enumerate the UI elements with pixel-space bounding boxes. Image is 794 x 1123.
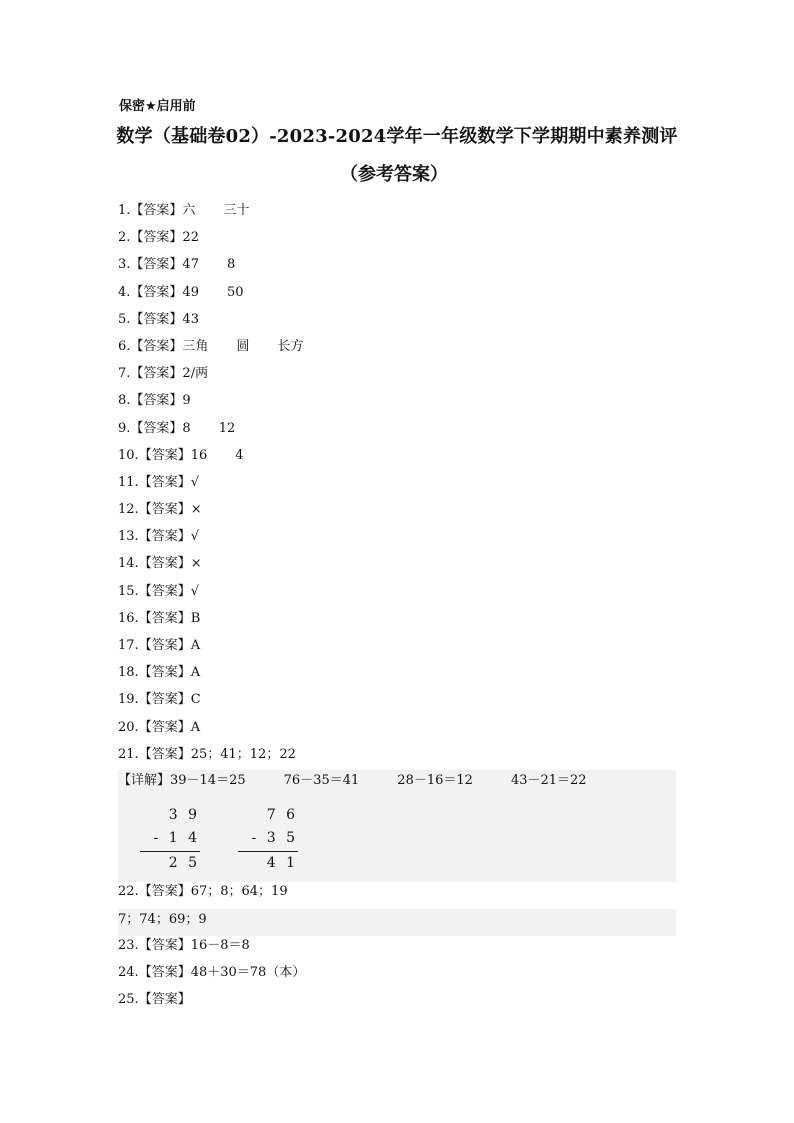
vertical-calculation xyxy=(238,804,298,875)
answer-label: 【答案】 xyxy=(130,338,183,354)
answer-value: 8 xyxy=(182,420,191,436)
answer-row xyxy=(118,686,678,713)
answer-label: 【答案】 xyxy=(130,366,183,382)
answer-label: 【答案】 xyxy=(138,719,191,735)
answer-value: 16 xyxy=(190,447,208,463)
question-number: 1. xyxy=(118,203,131,218)
question-number: 13. xyxy=(118,529,139,545)
answer-label: 【答案】 xyxy=(138,583,191,599)
vertical-calculation xyxy=(140,804,200,875)
answer-value: 47 xyxy=(182,257,199,273)
answer-row xyxy=(118,578,678,605)
answer-label: 【答案】 xyxy=(138,665,191,681)
detail-equation: 28－16＝12 xyxy=(397,773,473,788)
answer-value: 22 xyxy=(182,230,199,246)
answer-row xyxy=(118,197,678,224)
question-number: 22. xyxy=(118,884,139,899)
question-number: 24. xyxy=(118,965,139,980)
answer-value: A xyxy=(190,638,201,653)
answer-value: A xyxy=(190,719,201,735)
answer-row xyxy=(118,741,678,768)
answer-value: 67；8；64；19 xyxy=(190,884,288,899)
answer-label: 【答案】 xyxy=(138,746,191,762)
question-number: 8. xyxy=(118,393,131,409)
answer-row xyxy=(118,523,678,550)
answer-value: × xyxy=(190,502,202,518)
answer-row xyxy=(118,279,678,306)
answer-value: 7；74；69；9 xyxy=(118,912,207,927)
answer-row xyxy=(118,932,250,959)
answer-label: 【答案】 xyxy=(138,447,191,463)
answer-label: 【答案】 xyxy=(130,257,183,273)
confidential-note: 保密★启用前 xyxy=(119,99,196,114)
answer-label: 【答案】 xyxy=(138,884,191,899)
question-number: 6. xyxy=(118,338,131,354)
answer-row xyxy=(118,306,678,333)
detail-equation: 76－35＝41 xyxy=(283,773,360,788)
detail-equation: 43－21＝22 xyxy=(510,773,587,788)
question-number: 14. xyxy=(118,556,139,572)
answer-value: B xyxy=(190,610,201,626)
answer-value: 49 xyxy=(182,284,199,300)
question-number: 5. xyxy=(118,311,131,327)
answer-row xyxy=(118,986,191,1013)
answer-value: 三十 xyxy=(223,203,250,218)
question-number: 15. xyxy=(118,583,139,599)
answer-label: 【答案】 xyxy=(130,230,183,246)
vertical-bottom: - 3 5 xyxy=(251,830,298,846)
answer-value: A xyxy=(190,665,201,681)
answer-value: 8 xyxy=(226,257,236,273)
page-title: 数学（基础卷02）-2023-2024学年一年级数学下学期期中素养测评 xyxy=(116,126,678,147)
answer-row xyxy=(118,333,678,360)
answer-label: 【答案】 xyxy=(138,474,191,490)
answer-row xyxy=(118,387,678,414)
question-number: 25. xyxy=(118,992,139,1007)
answer-value: C xyxy=(190,692,201,708)
answer-value: 圆 xyxy=(236,338,250,354)
answer-value: √ xyxy=(190,474,199,490)
answer-row xyxy=(118,632,678,659)
answer-row xyxy=(118,659,678,686)
vertical-result: 4 1 xyxy=(238,851,298,875)
answer-label: 【答案】 xyxy=(138,638,191,653)
answer-value: 三角 xyxy=(182,338,209,354)
question-number: 10. xyxy=(118,447,139,463)
question-number: 4. xyxy=(118,284,131,300)
answer-row xyxy=(118,496,678,523)
question-number: 20. xyxy=(118,719,139,735)
answer-label: 【答案】 xyxy=(138,502,191,518)
answer-label: 【答案】 xyxy=(138,992,191,1007)
answer-row xyxy=(118,878,288,905)
answer-extra-row xyxy=(118,906,207,933)
answer-value: 4 xyxy=(235,447,244,463)
answer-value: √ xyxy=(190,583,199,599)
answer-row xyxy=(118,959,305,986)
detail-equations xyxy=(118,770,625,792)
question-number: 21. xyxy=(118,746,139,762)
answer-value: 25；41；12；22 xyxy=(190,746,296,762)
detail-label: 【详解】 xyxy=(118,773,171,788)
question-number: 9. xyxy=(118,420,131,436)
answer-row xyxy=(118,224,678,251)
question-number: 12. xyxy=(118,502,139,518)
answer-value: 2/两 xyxy=(182,366,209,382)
answer-label: 【答案】 xyxy=(138,556,191,572)
detail-section xyxy=(118,770,676,882)
detail-equation: 39－14＝25 xyxy=(170,773,246,788)
answer-label: 【答案】 xyxy=(138,692,191,708)
answer-value: √ xyxy=(190,529,199,545)
question-number: 11. xyxy=(118,474,139,490)
answer-row xyxy=(118,251,678,278)
answer-label: 【答案】 xyxy=(138,965,191,980)
answer-label: 【答案】 xyxy=(138,610,191,626)
question-number: 3. xyxy=(118,257,131,273)
answer-value: 48＋30＝78（本） xyxy=(190,965,306,980)
vertical-top: 7 6 xyxy=(266,807,298,823)
answer-row xyxy=(118,469,678,496)
answer-row xyxy=(118,714,678,741)
answer-label: 【答案】 xyxy=(130,311,183,327)
question-number: 17. xyxy=(118,638,139,653)
answer-row xyxy=(118,415,678,442)
answer-value: 9 xyxy=(182,393,191,409)
answer-list xyxy=(118,197,678,768)
answer-label: 【答案】 xyxy=(130,284,183,300)
question-number: 23. xyxy=(118,938,139,953)
page-subtitle: （参考答案） xyxy=(340,164,448,185)
answer-value: 43 xyxy=(182,311,199,327)
answer-row xyxy=(118,605,678,632)
vertical-top: 3 9 xyxy=(168,807,200,823)
vertical-bottom: - 1 4 xyxy=(153,830,200,846)
answer-label: 【答案】 xyxy=(130,393,183,409)
question-number: 2. xyxy=(118,230,131,246)
answer-label: 【答案】 xyxy=(130,420,183,436)
answer-value: 12 xyxy=(218,420,236,436)
question-number: 19. xyxy=(118,692,139,708)
answer-value: × xyxy=(190,556,202,572)
answer-row xyxy=(118,442,678,469)
answer-value: 50 xyxy=(226,284,244,300)
answer-value: 16－8＝8 xyxy=(190,938,250,953)
answer-row xyxy=(118,360,678,387)
answer-label: 【答案】 xyxy=(138,529,191,545)
question-number: 16. xyxy=(118,610,139,626)
question-number: 18. xyxy=(118,665,139,681)
question-number: 7. xyxy=(118,366,131,382)
answer-label: 【答案】 xyxy=(130,203,183,218)
answer-row xyxy=(118,550,678,577)
vertical-result: 2 5 xyxy=(140,851,200,875)
answer-label: 【答案】 xyxy=(138,938,191,953)
answer-value: 六 xyxy=(182,203,196,218)
answer-value: 长方 xyxy=(277,338,304,354)
